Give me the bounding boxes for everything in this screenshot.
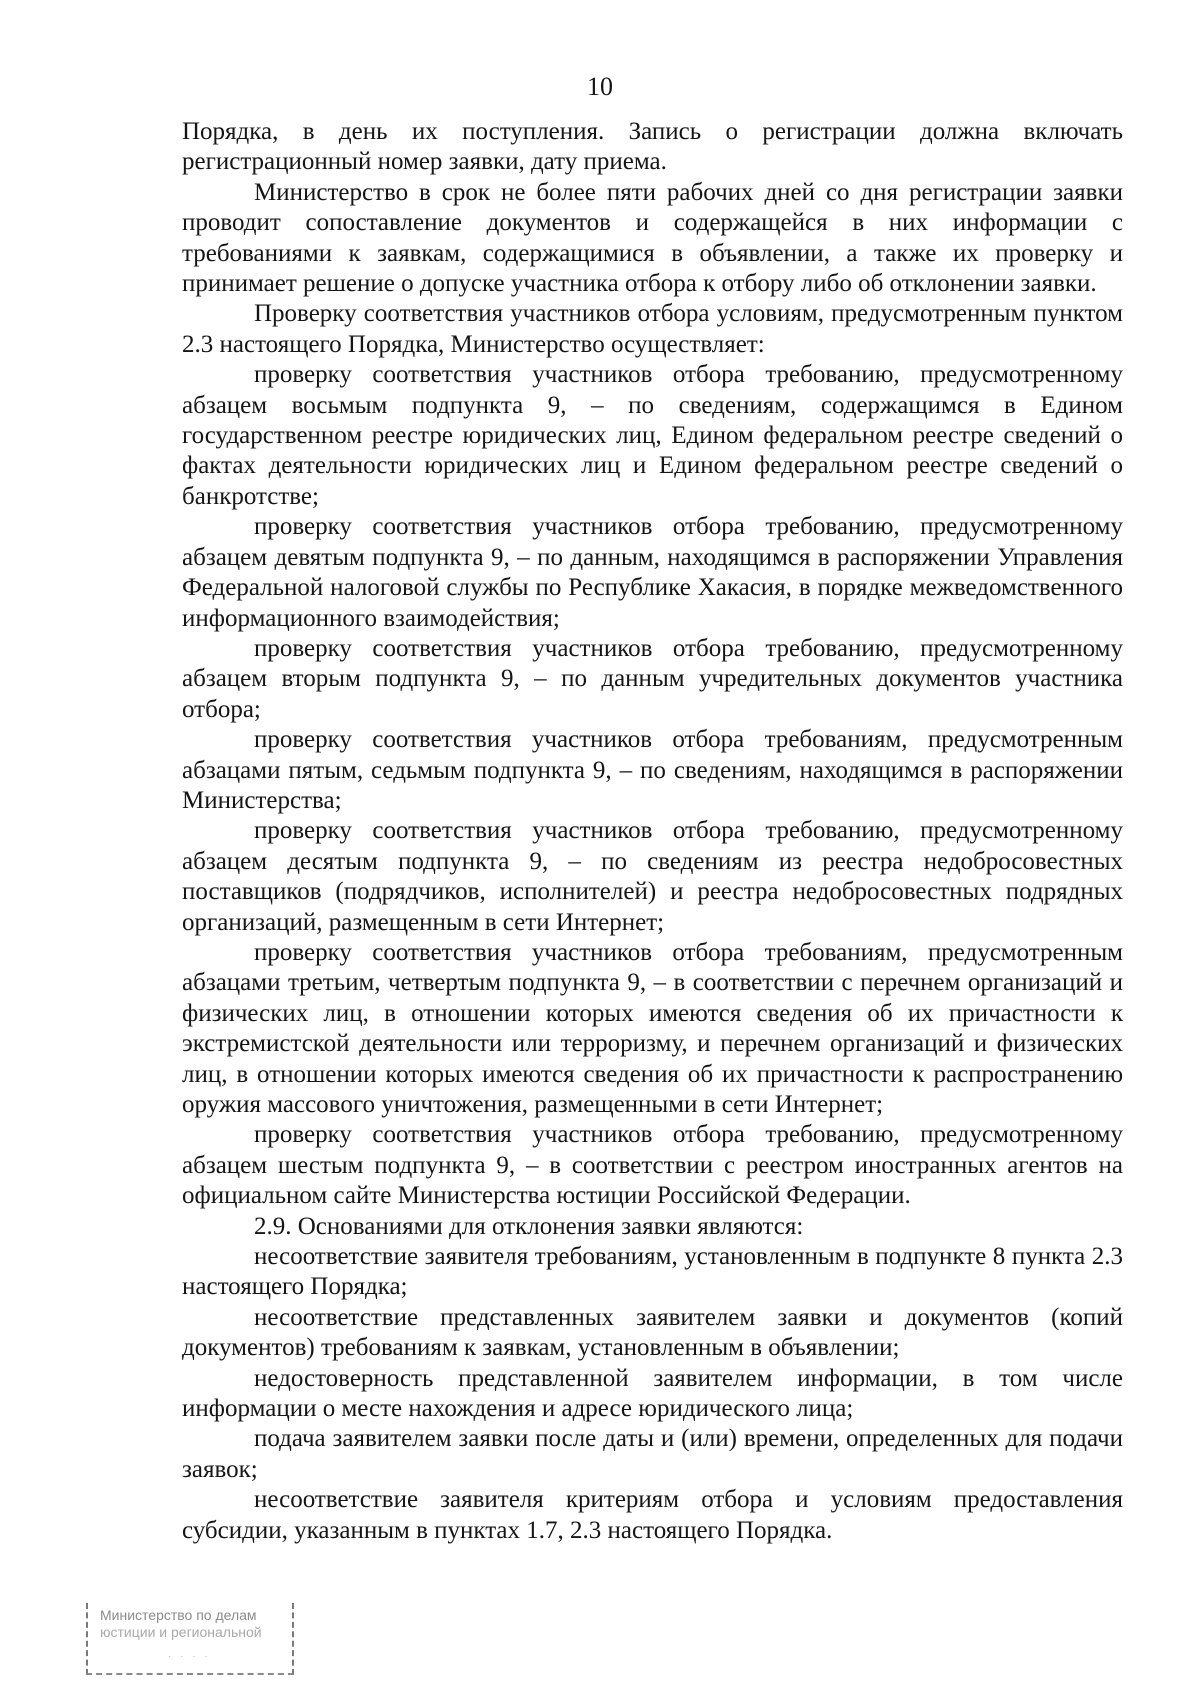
stamp-line-1: Министерство по делам — [100, 1607, 257, 1623]
paragraph: несоответствие представленных заявителем заявки и документов (копий документов) требованиям к заявкам, установленным в объявлении; — [182, 1303, 1123, 1362]
paragraph: 2.9. Основаниями для отклонения заявки являются: — [254, 1212, 804, 1240]
paragraph: проверку соответствия участников отбора требованиям, предусмотренным абзацами пятым, седьмым подпункта 9, – по сведениям, находящимся в распоряжении Министерства; — [182, 726, 1123, 814]
paragraph: подача заявителем заявки после даты и (или) времени, определенных для подачи заявок; — [182, 1425, 1123, 1483]
paragraph: Порядка, в день их поступления. Запись о регистрации должна включать регистрационный номер заявки, дату приема. — [182, 118, 1123, 176]
paragraph: несоответствие заявителя требованиям, установленным в подпункте 8 пункта 2.3 настоящего Порядка; — [182, 1243, 1123, 1301]
registration-stamp — [86, 1603, 294, 1675]
paragraph: недостоверность представленной заявителем информации, в том числе информации о месте нахождения и адресе юридического лица; — [182, 1364, 1123, 1423]
stamp-line-2: юстиции и региональной — [100, 1624, 262, 1640]
paragraph: проверку соответствия участников отбора требованию, предусмотренному абзацем вторым подпункта 9, – по данным учредительных документов участника отбора; — [182, 634, 1123, 723]
paragraph: проверку соответствия участников отбора требованию, предусмотренному абзацем восьмым подпункта 9, – по сведениям, содержащимся в Едином государственном реестре юридических лиц, Едином федеральном реестре сведений о фактах деятельности юридических лиц и Едином федеральном реестре сведений о банкротстве; — [182, 361, 1123, 510]
paragraph: несоответствие заявителя критериям отбора и условиям предоставления субсидии, указанным в пунктах 1.7, 2.3 настоящего Порядка. — [182, 1486, 1123, 1544]
page-number: 10 — [587, 72, 613, 101]
paragraph: проверку соответствия участников отбора требованию, предусмотренному абзацем девятым подпункта 9, – по данным, находящимся в распоряжении Управления Федеральной налоговой службы по Республике Хакасия, в порядке межведомственного информационного взаимодействия; — [182, 513, 1123, 632]
paragraph: проверку соответствия участников отбора требованиям, предусмотренным абзацами третьим, четвертым подпункта 9, – в соответствии с перечнем организаций и физических лиц, в отношении которых имеются сведения об их причастности к экстремистской деятельности или терроризму, и перечнем организаций и физических лиц, в отношении которых имеются сведения об их причастности к распространению оружия массового уничтожения, размещенными в сети Интернет; — [182, 938, 1123, 1118]
paragraph: Министерство в срок не более пяти рабочих дней со дня регистрации заявки проводит сопоставление документов и содержащейся в них информации с требованиями к заявкам, содержащимися в объявлении, а также их проверку и принимает решение о допуске участника отбора к отбору либо об отклонении заявки. — [182, 178, 1123, 298]
paragraph: Проверку соответствия участников отбора условиям, предусмотренным пунктом 2.3 настоящего Порядка, Министерство осуществляет: — [182, 300, 1123, 358]
paragraph: проверку соответствия участников отбора требованию, предусмотренному абзацем шестым подпункта 9, – в соответствии с реестром иностранных агентов на официальном сайте Министерства юстиции Российской Федерации. — [182, 1121, 1123, 1210]
stamp-faded-dots: · · · · — [168, 1651, 211, 1662]
paragraph: проверку соответствия участников отбора требованию, предусмотренному абзацем десятым подпункта 9, – по сведениям из реестра недобросовестных поставщиков (подрядчиков, исполнителей) и реестра недобросовестных подрядных организаций, размещенным в сети Интернет; — [182, 817, 1123, 936]
document-body — [182, 117, 1123, 1546]
